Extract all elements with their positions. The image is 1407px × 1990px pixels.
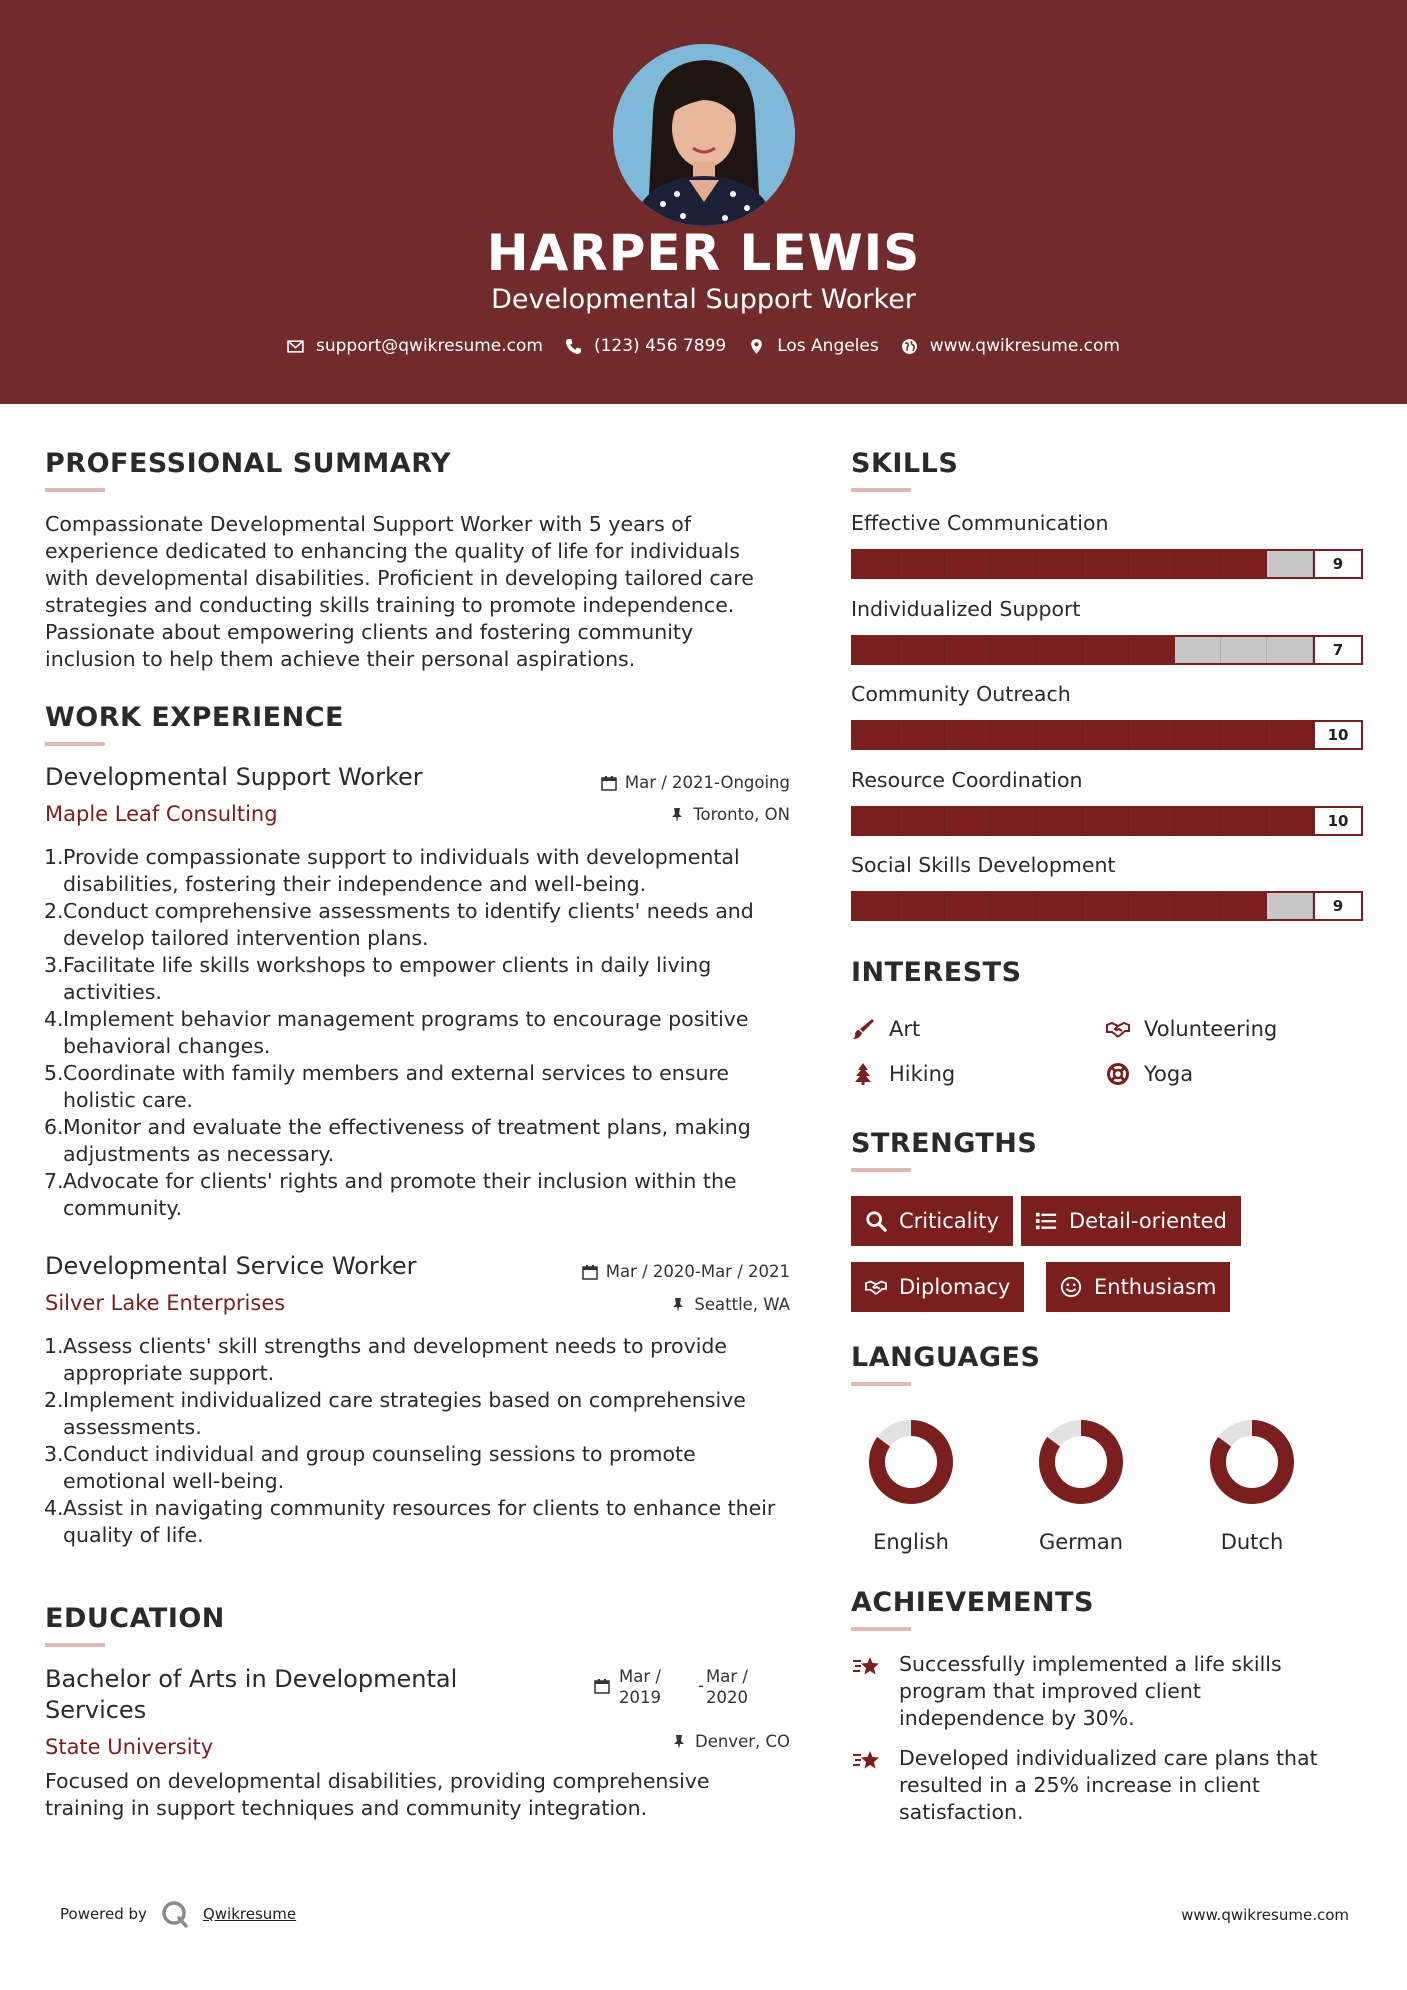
interest-item bbox=[1106, 1062, 1193, 1086]
skill-label: Effective Communication bbox=[851, 511, 1109, 535]
contact-email[interactable] bbox=[287, 336, 543, 356]
skill-bar-segment bbox=[853, 722, 899, 748]
strength-label: Criticality bbox=[899, 1209, 999, 1233]
phone-text: (123) 456 7899 bbox=[593, 336, 727, 356]
resume-header bbox=[0, 0, 1407, 404]
skill-bar-segment bbox=[899, 722, 945, 748]
education-heading-underline bbox=[45, 1643, 105, 1647]
skill-bar-segment bbox=[1083, 893, 1129, 919]
interest-label: Art bbox=[889, 1017, 921, 1041]
job-company: Maple Leaf Consulting bbox=[45, 802, 278, 826]
skill-bar-segment bbox=[1175, 637, 1221, 663]
skill-bar-segment bbox=[1129, 722, 1175, 748]
skill-bar-segment bbox=[853, 551, 899, 577]
candidate-role: Developmental Support Worker bbox=[491, 284, 916, 315]
globe-icon bbox=[901, 338, 918, 355]
candidate-name: HARPER LEWIS bbox=[486, 224, 921, 282]
skill-label: Social Skills Development bbox=[851, 853, 1116, 877]
skill-bar-segment bbox=[1221, 893, 1267, 919]
skill-bar-segment bbox=[991, 551, 1037, 577]
star-badge-icon bbox=[851, 1747, 883, 1775]
strength-tag bbox=[1021, 1196, 1241, 1246]
skill-value: 9 bbox=[1313, 893, 1361, 919]
achievement-text: Successfully implemented a life skills program that improved client independence by 30%. bbox=[899, 1652, 1282, 1730]
skill-bar-segment bbox=[945, 637, 991, 663]
achievement-text: Developed individualized care plans that resulted in a 25% increase in client satisfaction. bbox=[899, 1746, 1318, 1824]
summary-line: strategies and conducting skills training to promote independence. bbox=[45, 593, 735, 617]
skill-bar-segment bbox=[853, 637, 899, 663]
skill-bar-segment bbox=[1129, 637, 1175, 663]
strength-tag bbox=[1046, 1262, 1230, 1312]
job-title: Developmental Support Worker bbox=[45, 763, 423, 791]
skill-bar-segment bbox=[853, 808, 899, 834]
job-company: Silver Lake Enterprises bbox=[45, 1291, 286, 1315]
skill-bar-segment bbox=[1083, 637, 1129, 663]
summary-line: inclusion to help them achieve their personal aspirations. bbox=[45, 647, 636, 671]
email-text: support@qwikresume.com bbox=[316, 336, 543, 356]
brand-link[interactable]: Qwikresume bbox=[202, 1905, 297, 1923]
summary-text bbox=[45, 511, 785, 673]
skill-bar-segment bbox=[991, 893, 1037, 919]
skill-bar-segment bbox=[945, 551, 991, 577]
job-location-text: Toronto, ON bbox=[693, 805, 790, 824]
achievement-item bbox=[851, 1745, 1371, 1826]
strengths-heading: STRENGTHS bbox=[851, 1128, 1038, 1159]
skill-bar-segment bbox=[991, 808, 1037, 834]
calendar-icon bbox=[594, 1678, 610, 1694]
smile-icon bbox=[1060, 1276, 1082, 1298]
handshake-icon bbox=[865, 1276, 887, 1298]
summary-line: experience dedicated to enhancing the quality of life for individuals bbox=[45, 539, 740, 563]
list-item: 5. Coordinate with family members and external services to ensure holistic care. bbox=[44, 1061, 730, 1112]
education-description bbox=[45, 1768, 805, 1822]
skill-bar-segment bbox=[1221, 637, 1267, 663]
skill-label: Resource Coordination bbox=[851, 767, 1083, 792]
list-item: 2. Implement individualized care strategies based on comprehensive assessments. bbox=[44, 1388, 746, 1439]
education-location bbox=[500, 1732, 790, 1751]
skill-bar-segment bbox=[1083, 551, 1129, 577]
job-date-text: Mar / 2021-Ongoing bbox=[624, 773, 790, 792]
interest-item bbox=[851, 1017, 920, 1041]
contact-bar bbox=[0, 336, 1407, 356]
website-text: www.qwikresume.com bbox=[929, 336, 1120, 356]
list-item: 3. Conduct individual and group counseling sessions to promote emotional well-being. bbox=[44, 1442, 696, 1493]
footer-powered-by bbox=[60, 1900, 296, 1928]
skill-bar-segment bbox=[1175, 808, 1221, 834]
pushpin-icon bbox=[671, 1734, 687, 1750]
skill-bar-segment bbox=[945, 722, 991, 748]
skill-bar-segment bbox=[1083, 808, 1129, 834]
education-heading: EDUCATION bbox=[45, 1603, 225, 1634]
language-name: German bbox=[1038, 1530, 1124, 1554]
summary-line: with developmental disabilities. Proficient in developing tailored care bbox=[45, 566, 754, 590]
list-icon bbox=[1035, 1210, 1057, 1232]
job-title: Developmental Service Worker bbox=[45, 1252, 417, 1280]
skill-bar bbox=[851, 549, 1363, 579]
job-date bbox=[500, 1262, 790, 1281]
education-start: Mar / 2019 bbox=[619, 1667, 661, 1707]
job-duties-list bbox=[45, 844, 805, 1222]
pushpin-icon bbox=[669, 807, 685, 823]
list-item: 6. Monitor and evaluate the effectiveness of treatment plans, making adjustments as necessary. bbox=[44, 1115, 751, 1166]
skill-bar-segment bbox=[1267, 722, 1313, 748]
education-dates bbox=[594, 1666, 794, 1710]
skill-bar-segment bbox=[1175, 893, 1221, 919]
contact-website[interactable] bbox=[901, 336, 1120, 356]
degree-line: Bachelor of Arts in Developmental bbox=[45, 1665, 458, 1693]
education-desc-line: Focused on developmental disabilities, providing comprehensive bbox=[45, 1769, 710, 1793]
degree-line: Services bbox=[45, 1696, 147, 1724]
skill-bar-segment bbox=[945, 893, 991, 919]
summary-heading-underline bbox=[45, 488, 105, 492]
skill-value: 9 bbox=[1313, 551, 1361, 577]
skill-bar-segment bbox=[1221, 551, 1267, 577]
skill-bar-segment bbox=[1267, 808, 1313, 834]
summary-line: Compassionate Developmental Support Worker with 5 years of bbox=[45, 512, 692, 536]
calendar-icon bbox=[601, 775, 617, 791]
skill-bar-segment bbox=[1267, 551, 1313, 577]
achievements-heading: ACHIEVEMENTS bbox=[851, 1587, 1094, 1618]
skill-bar-segment bbox=[1267, 637, 1313, 663]
interest-label: Hiking bbox=[889, 1062, 956, 1086]
education-desc-line: training in support techniques and community integration. bbox=[45, 1796, 648, 1820]
search-icon bbox=[865, 1210, 887, 1232]
phone-icon bbox=[565, 338, 582, 355]
experience-heading-underline bbox=[45, 742, 105, 746]
skill-bar-segment bbox=[853, 893, 899, 919]
education-end: Mar / 2020 bbox=[706, 1667, 748, 1707]
skill-bar-segment bbox=[899, 808, 945, 834]
skill-bar-segment bbox=[899, 893, 945, 919]
language-name: English bbox=[873, 1530, 949, 1554]
skill-bar bbox=[851, 635, 1363, 665]
handshake-icon bbox=[1106, 1017, 1130, 1041]
location-text: Los Angeles bbox=[777, 336, 879, 356]
job-location-text: Seattle, WA bbox=[694, 1295, 790, 1314]
skill-label: Individualized Support bbox=[851, 596, 1081, 621]
envelope-icon bbox=[287, 338, 304, 355]
job-date bbox=[500, 773, 790, 792]
skill-bar-segment bbox=[1221, 722, 1267, 748]
contact-location bbox=[748, 336, 879, 356]
strength-tag bbox=[851, 1196, 1013, 1246]
skill-value: 10 bbox=[1313, 722, 1361, 748]
skill-bar-segment bbox=[1129, 551, 1175, 577]
skill-bar-segment bbox=[1129, 808, 1175, 834]
education-location-text: Denver, CO bbox=[694, 1732, 790, 1751]
skill-bar-segment bbox=[1037, 551, 1083, 577]
avatar bbox=[613, 44, 795, 226]
list-item: 7. Advocate for clients' rights and promote their inclusion within the community. bbox=[44, 1169, 737, 1220]
tree-icon bbox=[851, 1062, 875, 1086]
skill-bar-segment bbox=[945, 808, 991, 834]
strength-label: Diplomacy bbox=[899, 1275, 1011, 1299]
powered-by-text: Powered by bbox=[60, 1905, 147, 1923]
school-name: State University bbox=[45, 1735, 214, 1759]
language-item bbox=[1182, 1418, 1322, 1554]
strength-label: Detail-oriented bbox=[1069, 1209, 1227, 1233]
summary-heading: PROFESSIONAL SUMMARY bbox=[45, 448, 452, 479]
qwikresume-logo-icon bbox=[161, 1900, 189, 1928]
interest-item bbox=[1106, 1017, 1277, 1041]
skill-bar-segment bbox=[1175, 551, 1221, 577]
language-item bbox=[841, 1418, 981, 1554]
skill-bar bbox=[851, 720, 1363, 750]
job-date-text: Mar / 2020-Mar / 2021 bbox=[605, 1262, 790, 1281]
interests-heading: INTERESTS bbox=[851, 957, 1022, 988]
skill-bar-segment bbox=[991, 722, 1037, 748]
languages-heading-underline bbox=[851, 1382, 911, 1386]
skill-bar-segment bbox=[1037, 893, 1083, 919]
skill-bar-segment bbox=[899, 551, 945, 577]
calendar-icon bbox=[582, 1264, 598, 1280]
skill-bar-segment bbox=[991, 637, 1037, 663]
job-duties-list bbox=[45, 1333, 805, 1549]
list-item: 1. Assess clients' skill strengths and development needs to provide appropriate support. bbox=[44, 1334, 728, 1385]
star-badge-icon bbox=[851, 1653, 883, 1681]
list-item: 4. Assist in navigating community resources for clients to enhance their quality of life. bbox=[44, 1496, 776, 1547]
skill-bar-segment bbox=[899, 637, 945, 663]
profile-photo bbox=[613, 44, 795, 226]
skill-bar-segment bbox=[1175, 722, 1221, 748]
skill-value: 10 bbox=[1313, 808, 1361, 834]
degree-title bbox=[45, 1664, 457, 1726]
skill-bar-segment bbox=[1037, 808, 1083, 834]
summary-line: Passionate about empowering clients and fostering community bbox=[45, 620, 694, 644]
interest-label: Yoga bbox=[1144, 1062, 1194, 1086]
languages-heading: LANGUAGES bbox=[851, 1342, 1041, 1373]
skill-bar-segment bbox=[1267, 893, 1313, 919]
skill-bar bbox=[851, 891, 1363, 921]
language-level-donut bbox=[1037, 1418, 1125, 1506]
interest-label: Volunteering bbox=[1144, 1017, 1278, 1041]
strength-tag bbox=[851, 1262, 1024, 1312]
strength-label: Enthusiasm bbox=[1094, 1275, 1217, 1299]
achievements-heading-underline bbox=[851, 1627, 911, 1631]
map-pin-icon bbox=[748, 338, 765, 355]
strengths-heading-underline bbox=[851, 1168, 911, 1172]
paintbrush-icon bbox=[851, 1017, 875, 1041]
skill-value: 7 bbox=[1313, 637, 1361, 663]
footer-site[interactable]: www.qwikresume.com bbox=[1181, 1906, 1349, 1924]
achievement-item bbox=[851, 1651, 1371, 1732]
job-location bbox=[500, 805, 790, 824]
pushpin-icon bbox=[670, 1297, 686, 1313]
language-item bbox=[1011, 1418, 1151, 1554]
list-item: 1. Provide compassionate support to individuals with developmental disabilities, fostering their independence and well-being. bbox=[44, 845, 740, 896]
skill-label: Community Outreach bbox=[851, 682, 1071, 706]
language-level-donut bbox=[867, 1418, 955, 1506]
list-item: 3. Facilitate life skills workshops to empower clients in daily living activities. bbox=[44, 953, 712, 1004]
skill-bar-segment bbox=[1037, 637, 1083, 663]
skills-heading: SKILLS bbox=[851, 448, 959, 479]
list-item: 4. Implement behavior management programs to encourage positive behavioral changes. bbox=[44, 1007, 749, 1058]
skill-bar-segment bbox=[1221, 808, 1267, 834]
contact-phone[interactable] bbox=[565, 336, 726, 356]
list-item: 2. Conduct comprehensive assessments to identify clients' needs and develop tailored intervention plans. bbox=[44, 899, 754, 950]
experience-heading: WORK EXPERIENCE bbox=[45, 702, 344, 733]
lifebuoy-icon bbox=[1106, 1062, 1130, 1086]
skill-bar bbox=[851, 806, 1363, 836]
interest-item bbox=[851, 1062, 955, 1086]
skill-bar-segment bbox=[1129, 893, 1175, 919]
language-level-donut bbox=[1208, 1418, 1296, 1506]
skill-bar-segment bbox=[1037, 722, 1083, 748]
language-name: Dutch bbox=[1220, 1530, 1284, 1554]
skill-bar-segment bbox=[1083, 722, 1129, 748]
job-location bbox=[500, 1295, 790, 1314]
date-dash: - bbox=[698, 1676, 704, 1695]
skills-heading-underline bbox=[851, 488, 911, 492]
